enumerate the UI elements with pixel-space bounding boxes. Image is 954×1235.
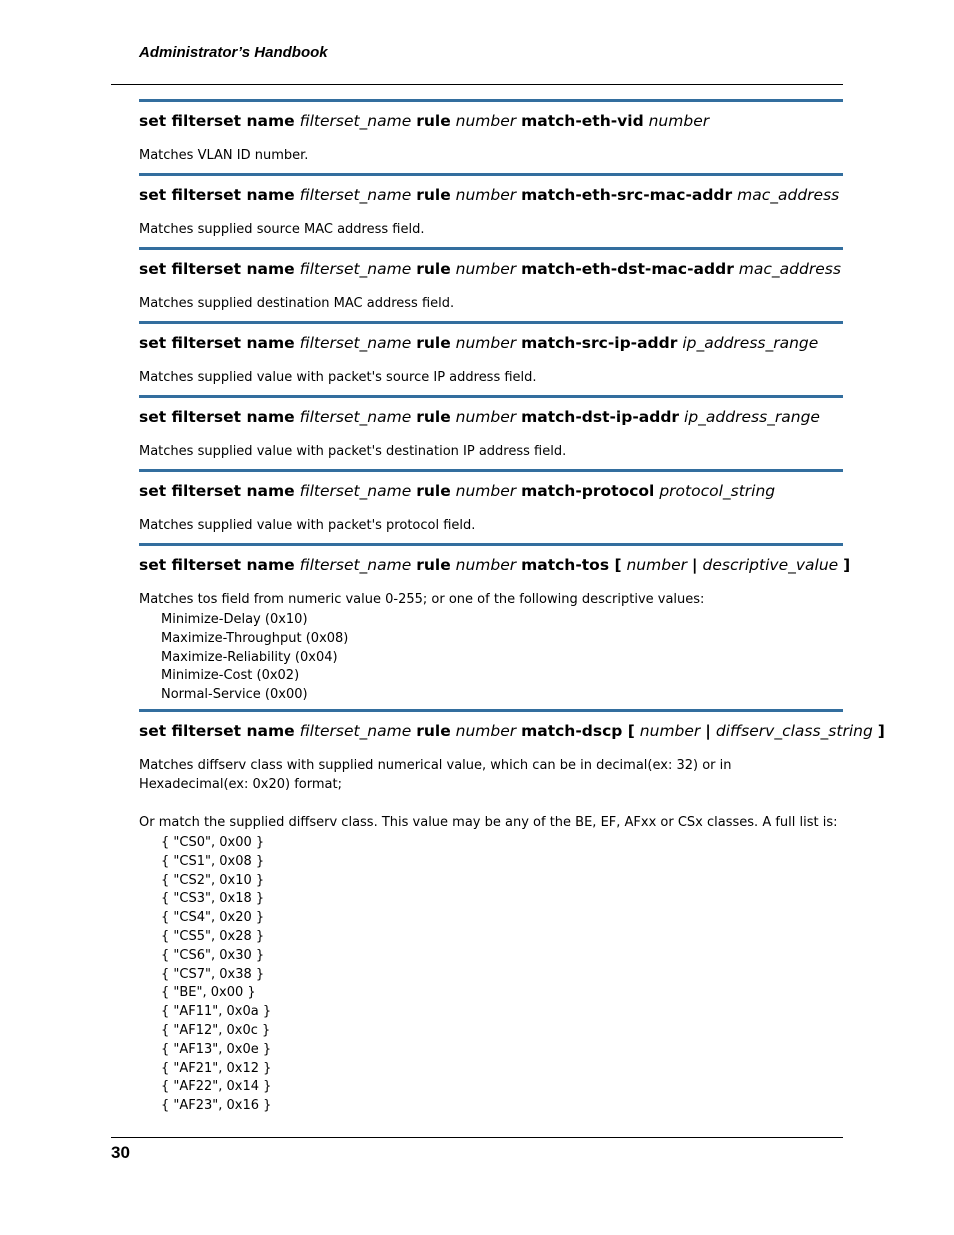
command-entry [139,99,843,165]
parameter: descriptive_value [702,556,839,574]
keyword: set filterset name [139,482,295,500]
command-description [139,146,843,165]
value-list [161,611,843,705]
keyword: match-protocol [521,482,655,500]
keyword: rule [416,721,451,740]
list-item: { "CS7", 0x38 } [161,966,265,982]
parameter: filterset_name [299,408,412,426]
parameter: filterset_name [299,186,412,204]
keyword: rule [416,112,451,130]
section-rule [139,543,843,546]
keyword: match-dst-ip-addr [521,408,680,426]
command-entry [139,469,843,535]
keyword: set filterset name [139,721,295,740]
keyword: ] [877,721,885,740]
command-syntax [139,555,851,575]
keyword: set filterset name [139,260,295,278]
list-item: Maximize-Throughput (0x08) [161,630,349,646]
description-text: Matches supplied value with packet's destination IP address field. [139,444,567,459]
command-syntax [139,259,843,279]
list-item: { "CS1", 0x08 } [161,853,265,869]
section-rule [139,395,843,398]
keyword: set filterset name [139,334,295,352]
keyword: match-eth-vid [521,112,644,130]
list-item: { "AF11", 0x0a } [161,1004,272,1020]
keyword: match-src-ip-addr [521,334,678,352]
list-item: { "AF13", 0x0e } [161,1041,272,1057]
command-description [139,368,843,387]
parameter: number [455,186,517,204]
command-description [139,220,843,239]
list-item: { "CS4", 0x20 } [161,910,265,926]
keyword: match-dscp [ [521,721,635,740]
section-rule [139,469,843,472]
list-item: { "CS0", 0x00 } [161,834,265,850]
parameter: filterset_name [299,482,412,500]
keyword: set filterset name [139,112,295,130]
paragraph-gap [139,794,843,813]
list-item: { "CS6", 0x30 } [161,947,265,963]
keyword: | [705,721,711,740]
parameter: ip_address_range [684,408,820,426]
parameter: number [626,556,687,574]
keyword: rule [416,260,451,278]
command-syntax [139,481,843,501]
command-entry [139,247,843,313]
command-syntax [139,407,843,427]
parameter: mac_address [737,186,840,204]
keyword: rule [416,334,451,352]
command-description [139,590,843,705]
description-text: Matches supplied destination MAC address field. [139,296,455,311]
command-description [139,442,843,461]
keyword: match-eth-dst-mac-addr [521,260,734,278]
list-item: { "AF21", 0x12 } [161,1060,272,1076]
parameter: filterset_name [299,260,412,278]
description-text: Matches supplied value with packet's protocol field. [139,518,476,533]
command-description [139,294,843,313]
keyword: set filterset name [139,556,295,574]
parameter: number [455,721,517,740]
section-rule [139,321,843,324]
parameter: number [648,112,710,130]
command-reference [139,99,885,1124]
command-entry [139,395,843,461]
section-rule [139,99,843,102]
parameter: filterset_name [299,112,412,130]
command-syntax [139,111,843,131]
keyword: rule [416,186,451,204]
command-entry [139,543,851,705]
description-text: Matches supplied source MAC address field. [139,222,425,237]
keyword: | [691,556,698,574]
keyword: rule [416,556,451,574]
list-item: { "BE", 0x00 } [161,985,256,1001]
parameter: filterset_name [299,721,412,740]
command-syntax [139,333,843,353]
section-rule [139,173,843,176]
description-text: Matches supplied value with packet's source IP address field. [139,370,537,385]
list-item: { "AF12", 0x0c } [161,1022,271,1038]
keyword: set filterset name [139,408,295,426]
list-item: Minimize-Cost (0x02) [161,668,300,684]
parameter: number [455,482,517,500]
list-item: { "AF23", 0x16 } [161,1098,272,1114]
keyword: match-eth-src-mac-addr [521,186,733,204]
command-entry [139,709,885,1116]
parameter: protocol_string [659,482,776,500]
description-text: Matches tos field from numeric value 0-255; or one of the following descriptive values: [139,592,705,607]
description-text: Matches diffserv class with supplied numerical value, which can be in decimal(ex: 32) or in Hexadecimal(ex: 0x20) format; [139,757,732,792]
command-description [139,756,843,1116]
running-header: Administrator’s Handbook [139,44,328,61]
parameter: diffserv_class_string [715,721,873,740]
footer-divider [111,1137,843,1138]
value-list [161,834,843,1116]
command-entry [139,321,843,387]
command-description [139,516,843,535]
list-item: { "CS2", 0x10 } [161,872,265,888]
command-syntax [139,721,885,741]
parameter: number [455,260,517,278]
section-rule [139,709,843,712]
parameter: number [455,112,517,130]
keyword: rule [416,408,451,426]
page-number: 30 [111,1143,130,1162]
keyword: ] [843,556,851,574]
parameter: number [639,721,701,740]
parameter: filterset_name [299,334,412,352]
list-item: { "CS3", 0x18 } [161,891,265,907]
parameter: filterset_name [299,556,412,574]
keyword: match-tos [ [521,556,622,574]
parameter: number [455,556,517,574]
parameter: number [455,334,517,352]
keyword: set filterset name [139,186,295,204]
list-item: { "AF22", 0x14 } [161,1079,272,1095]
parameter: number [455,408,517,426]
command-entry [139,173,843,239]
section-rule [139,247,843,250]
header-divider [111,84,843,85]
command-syntax [139,185,843,205]
list-item: Normal-Service (0x00) [161,687,308,703]
description-text: Matches VLAN ID number. [139,148,309,163]
list-item: { "CS5", 0x28 } [161,928,265,944]
parameter: ip_address_range [682,334,819,352]
parameter: mac_address [738,260,841,278]
description-text: Or match the supplied diffserv class. This value may be any of the BE, EF, AFxx or CSx classes. A full list is: [139,814,838,830]
list-item: Maximize-Reliability (0x04) [161,649,338,665]
list-item: Minimize-Delay (0x10) [161,612,308,627]
keyword: rule [416,482,451,500]
